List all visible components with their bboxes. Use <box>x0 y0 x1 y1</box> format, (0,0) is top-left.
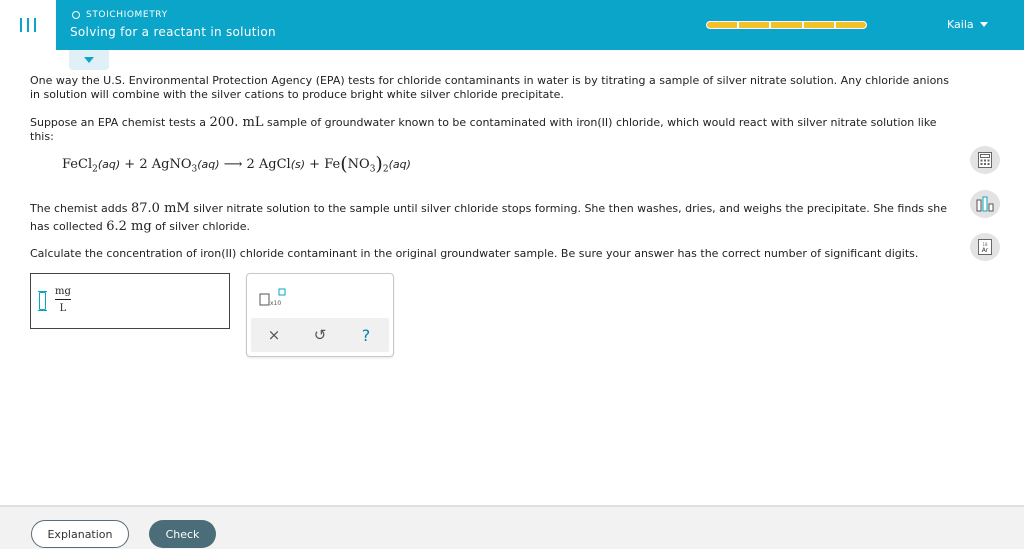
topic-text: STOICHIOMETRY <box>86 10 168 20</box>
chevron-down-icon <box>980 22 988 27</box>
periodic-table-icon <box>978 239 992 255</box>
topic-circle-icon <box>72 11 80 19</box>
undo-button[interactable]: ↺ <box>313 326 327 344</box>
svg-text:18: 18 <box>982 242 988 247</box>
menu-button[interactable] <box>0 0 56 50</box>
bar-chart-icon <box>976 196 994 212</box>
precipitate-mass: 6.2 mg <box>106 219 152 234</box>
svg-text:x10: x10 <box>270 300 282 307</box>
scientific-notation-icon <box>259 288 287 308</box>
answer-input[interactable] <box>30 273 230 329</box>
input-cursor <box>39 292 46 310</box>
check-button[interactable]: Check <box>149 520 216 548</box>
math-tool-panel <box>246 273 394 357</box>
answer-unit: $\frac{mg}{L}$ <box>55 286 71 314</box>
problem-procedure: The chemist adds 87.0 mM silver nitrate solution to the sample until silver chloride stops forming. She then washes, dries, and weighs the precipitate. She finds she has collected 6.2 mg of silver chloride. <box>30 201 948 234</box>
footer-bar <box>0 505 1024 549</box>
progress-bar <box>706 21 867 29</box>
scientific-notation-button[interactable] <box>259 288 287 308</box>
menu-icon <box>20 18 36 32</box>
silver-nitrate-concentration: 87.0 mM <box>131 201 190 216</box>
data-chart-button[interactable] <box>970 190 1000 218</box>
calculator-icon <box>978 152 992 168</box>
explanation-button[interactable]: Explanation <box>31 520 129 548</box>
help-button[interactable]: ? <box>361 325 371 345</box>
svg-text:Ar: Ar <box>981 247 989 254</box>
lesson-title: Solving for a reactant in solution <box>70 25 276 39</box>
user-name: Kaila <box>947 18 974 31</box>
periodic-table-button[interactable] <box>970 233 1000 261</box>
top-bar <box>0 0 1024 50</box>
sample-volume: 200. mL <box>209 115 264 130</box>
calculator-button[interactable] <box>970 146 1000 174</box>
chevron-down-icon <box>84 57 94 63</box>
problem-question: Calculate the concentration of iron(II) chloride contaminant in the original groundwater sample. Be sure your answer has the correct number of significant digits. <box>30 247 919 260</box>
clear-button[interactable]: × <box>267 326 281 344</box>
tool-row <box>251 318 389 352</box>
problem-sample: Suppose an EPA chemist tests a 200. mL sample of groundwater known to be contaminated with iron(II) chloride, which would react with silver nitrate solution like this: <box>30 115 937 143</box>
collapse-header-button[interactable] <box>69 50 109 70</box>
problem-intro: One way the U.S. Environmental Protection Agency (EPA) tests for chloride contaminants in water is by titrating a sample of silver nitrate solution. Any chloride anions in solution will combine with the silver cations to produce bright white silver chloride precipitate. <box>30 74 950 101</box>
reaction-equation: FeCl$_2$(aq) + 2 AgNO$_3$(aq) ⟶ 2 AgCl(s) + $Fe(NO_3)_2(aq)$ <box>62 153 411 175</box>
topic-label <box>72 10 168 20</box>
user-menu[interactable] <box>947 18 988 31</box>
